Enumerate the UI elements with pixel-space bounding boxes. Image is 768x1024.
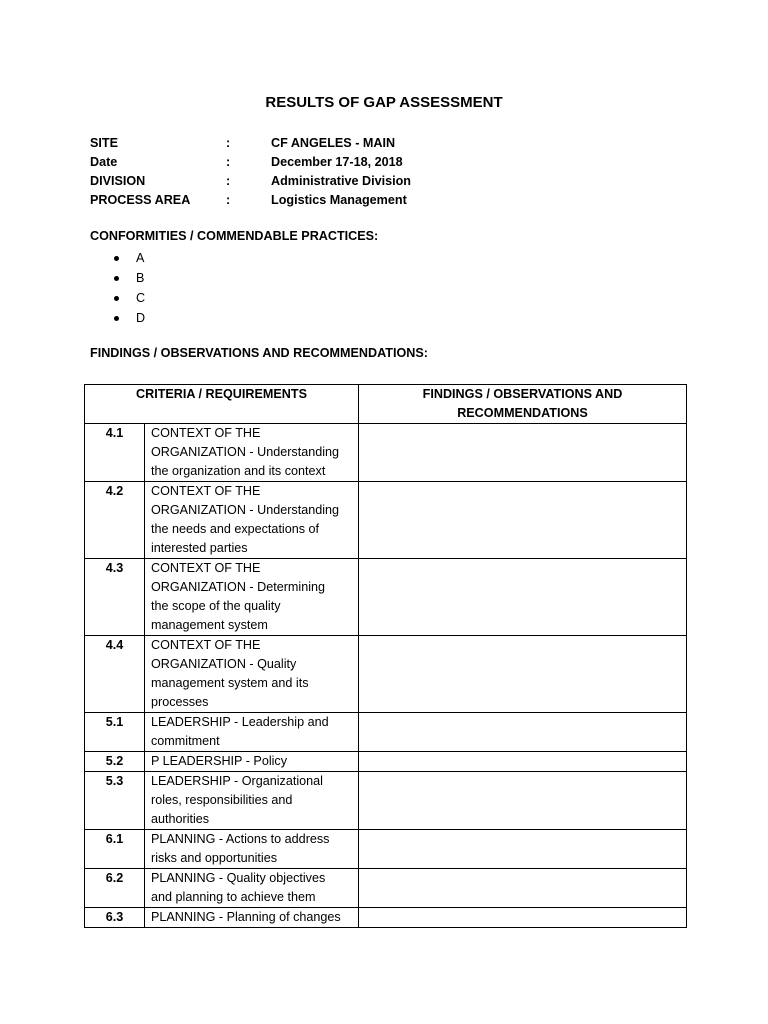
criteria-description-line: risks and opportunities (151, 851, 278, 865)
criteria-description (145, 830, 359, 869)
criteria-description (145, 869, 359, 908)
criteria-description (145, 424, 359, 482)
criteria-description (145, 713, 359, 752)
criteria-description (145, 908, 359, 928)
finding-cell[interactable] (359, 559, 687, 636)
list-item: B (110, 268, 145, 288)
table-row (85, 830, 687, 869)
meta-label: SITE (90, 136, 118, 150)
criteria-description-line: CONTEXT OF THE (151, 561, 261, 575)
conformities-list (110, 248, 145, 328)
criteria-number: 5.3 (85, 772, 145, 830)
criteria-description-line: PLANNING - Planning of changes (151, 910, 341, 924)
finding-cell[interactable] (359, 713, 687, 752)
list-item: A (110, 248, 145, 268)
criteria-number: 5.1 (85, 713, 145, 752)
finding-cell[interactable] (359, 908, 687, 928)
criteria-description-line: LEADERSHIP - Organizational (151, 774, 323, 788)
meta-label: Date (90, 155, 118, 169)
list-item: D (110, 308, 145, 328)
criteria-description-line: the needs and expectations of (151, 522, 320, 536)
criteria-description (145, 772, 359, 830)
criteria-description-line: commitment (151, 734, 220, 748)
finding-cell[interactable] (359, 424, 687, 482)
conformities-heading: CONFORMITIES / COMMENDABLE PRACTICES: (90, 229, 379, 243)
table-row (85, 559, 687, 636)
criteria-description-line: PLANNING - Quality objectives (151, 871, 326, 885)
criteria-description (145, 752, 359, 772)
criteria-number: 4.1 (85, 424, 145, 482)
criteria-description-line: roles, responsibilities and (151, 793, 293, 807)
table-row (85, 636, 687, 713)
gap-assessment-table (84, 384, 687, 928)
finding-cell[interactable] (359, 830, 687, 869)
criteria-description-line: ORGANIZATION - Quality (151, 657, 297, 671)
meta-row-date (90, 153, 490, 172)
meta-colon: : (226, 136, 231, 150)
meta-label: PROCESS AREA (90, 193, 191, 207)
finding-cell[interactable] (359, 636, 687, 713)
meta-row-process-area (90, 191, 490, 210)
criteria-description-line: the organization and its context (151, 464, 326, 478)
finding-cell[interactable] (359, 869, 687, 908)
meta-colon: : (226, 174, 231, 188)
meta-value: December 17-18, 2018 (271, 155, 403, 169)
findings-header (359, 385, 687, 424)
table-row (85, 869, 687, 908)
criteria-description-line: authorities (151, 812, 210, 826)
criteria-description-line: ORGANIZATION - Determining (151, 580, 326, 594)
meta-colon: : (226, 193, 231, 207)
finding-cell[interactable] (359, 752, 687, 772)
criteria-number: 4.2 (85, 482, 145, 559)
criteria-description-line: ORGANIZATION - Understanding (151, 445, 340, 459)
criteria-number: 4.4 (85, 636, 145, 713)
criteria-description-line: management system (151, 618, 268, 632)
meta-value: Administrative Division (271, 174, 411, 188)
criteria-description-line: CONTEXT OF THE (151, 426, 261, 440)
criteria-description-line: management system and its (151, 676, 309, 690)
meta-block (90, 134, 490, 210)
criteria-description-line: ORGANIZATION - Understanding (151, 503, 340, 517)
criteria-description-line: P LEADERSHIP - Policy (151, 754, 288, 768)
table-row (85, 713, 687, 752)
criteria-description-line: LEADERSHIP - Leadership and (151, 715, 329, 729)
findings-heading: FINDINGS / OBSERVATIONS AND RECOMMENDATIONS: (90, 346, 428, 360)
findings-header-line: RECOMMENDATIONS (457, 406, 588, 420)
list-item: C (110, 288, 145, 308)
criteria-number: 5.2 (85, 752, 145, 772)
meta-value: CF ANGELES - MAIN (271, 136, 396, 150)
table-row (85, 424, 687, 482)
meta-label: DIVISION (90, 174, 146, 188)
finding-cell[interactable] (359, 482, 687, 559)
meta-row-site (90, 134, 490, 153)
table-row (85, 772, 687, 830)
criteria-description-line: CONTEXT OF THE (151, 638, 261, 652)
document-title: RESULTS OF GAP ASSESSMENT (265, 94, 503, 111)
criteria-number: 6.3 (85, 908, 145, 928)
table-row (85, 482, 687, 559)
criteria-number: 6.2 (85, 869, 145, 908)
criteria-number: 4.3 (85, 559, 145, 636)
criteria-description-line: the scope of the quality (151, 599, 281, 613)
criteria-description-line: and planning to achieve them (151, 890, 316, 904)
criteria-number: 6.1 (85, 830, 145, 869)
criteria-description (145, 559, 359, 636)
criteria-description-line: processes (151, 695, 209, 709)
criteria-description-line: interested parties (151, 541, 248, 555)
meta-row-division (90, 172, 490, 191)
meta-value: Logistics Management (271, 193, 407, 207)
criteria-description-line: PLANNING - Actions to address (151, 832, 330, 846)
findings-header-line: FINDINGS / OBSERVATIONS AND (422, 387, 623, 401)
criteria-description (145, 636, 359, 713)
table-header-row (85, 385, 687, 424)
criteria-header: CRITERIA / REQUIREMENTS (85, 385, 359, 424)
criteria-description-line: CONTEXT OF THE (151, 484, 261, 498)
meta-colon: : (226, 155, 231, 169)
table-row (85, 908, 687, 928)
table-row (85, 752, 687, 772)
finding-cell[interactable] (359, 772, 687, 830)
criteria-description (145, 482, 359, 559)
